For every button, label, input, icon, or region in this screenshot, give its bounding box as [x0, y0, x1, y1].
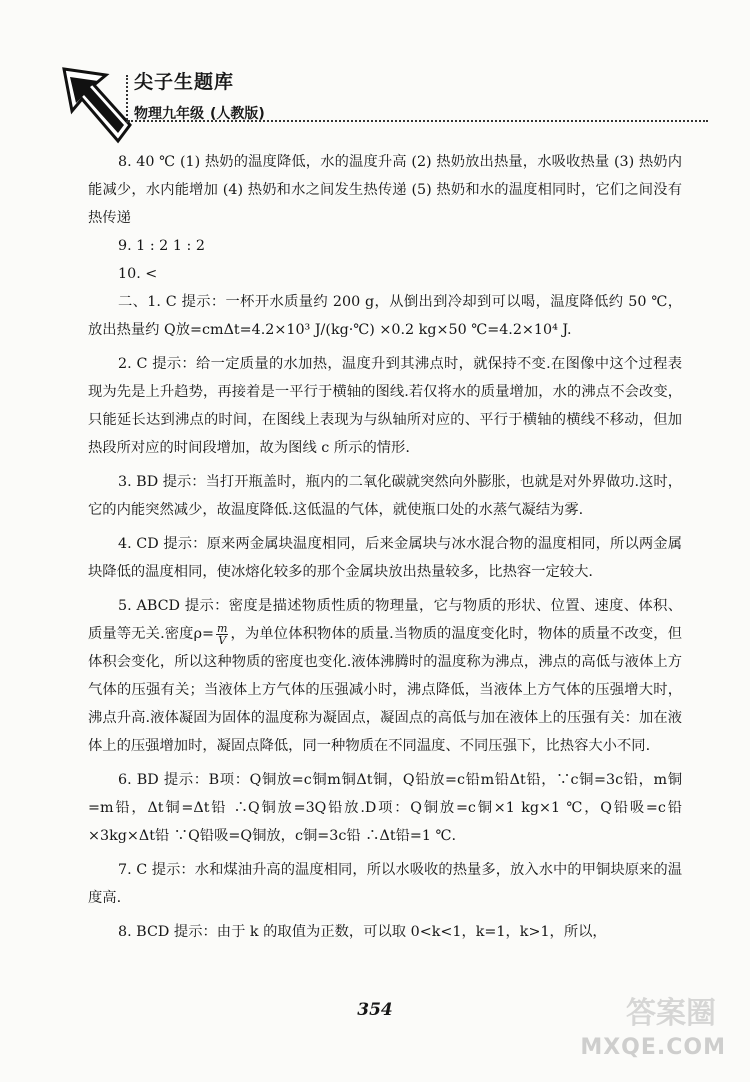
answer-paragraph: 8. 40 ℃ (1) 热奶的温度降低，水的温度升高 (2) 热奶放出热量，水吸收热量 (3) 热奶内能减少，水内能增加 (4) 热奶和水之间发生热传递 (5) 热奶和水的温度相同时，它们之间没有热传递: [88, 154, 682, 226]
answer-paragraph: 二、1. C 提示：一杯开水质量约 200 g，从倒出到冷却到可以喝，温度降低约 50 ℃，放出热量约 Q放=cmΔt=4.2×10³ J/(kg·℃) ×0.2 kg×50 ℃=4.2×10⁴ J.: [88, 294, 682, 338]
answer-paragraph: 6. BD 提示：B项：Q铜放=c铜m铜Δt铜，Q铅放=c铅m铅Δt铅，∵c铜=3c铅，m铜=m铅，Δt铜=Δt铅 ∴Q铜放=3Q铅放.D项：Q铜放=c铜×1 kg×1 ℃，Q铅吸=c铅×3kg×Δt铅 ∵Q铅吸=Q铜放，c铜=3c铅 ∴Δt铅=1 ℃.: [88, 772, 682, 844]
answer-paragraph: 3. BD 提示：当打开瓶盖时，瓶内的二氧化碳就突然向外膨胀，也就是对外界做功.这时，它的内能突然减少，故温度降低.这低温的气体，就使瓶口处的水蒸气凝结为雾.: [88, 474, 682, 518]
fraction-numerator: m: [216, 621, 228, 635]
answer-content: [88, 148, 682, 946]
page-header: [60, 55, 700, 145]
header-divider: [128, 120, 708, 122]
subtitle-grade: 物理九年级: [134, 106, 204, 122]
answer-paragraph: 10. <: [118, 266, 158, 282]
fraction-denominator: V: [218, 633, 227, 647]
header-divider-vertical: [126, 75, 128, 123]
answer-paragraph: 7. C 提示：水和煤油升高的温度相同，所以水吸收的热量多，放入水中的甲铜块原来的温度高.: [88, 862, 682, 906]
watermark-logo: 答案圈: [626, 996, 716, 1031]
watermark: [580, 996, 736, 1072]
answer-paragraph: 8. BCD 提示：由于 k 的取值为正数，可以取 0<k<1，k=1，k>1，所以，: [118, 924, 607, 940]
arrow-logo-icon: [60, 65, 134, 149]
answer-paragraph: 2. C 提示：给一定质量的水加热，温度升到其沸点时，就保持不变.在图像中这个过程表现为先是上升趋势，再接着是一平行于横轴的图线.若仅将水的质量增加，水的沸点不会改变，只能延长达到沸点的时间，在图线上表现为与纵轴所对应的、平行于横轴的横线不移动，但加热段所对应的时间段增加，故为图线 c 所示的情形.: [88, 356, 682, 456]
watermark-url: MXQE.COM: [580, 1035, 726, 1060]
answer-paragraph: 9. 1 : 2 1 : 2: [118, 238, 205, 254]
answer-paragraph-density: [88, 592, 682, 760]
page-number: 354: [357, 1000, 393, 1020]
density-text-before: 5. ABCD 提示：密度是描述物质性质的物理量，它与物质的形状、位置、速度、体积、质量等无关.密度ρ=: [88, 598, 682, 642]
series-title: 尖子生题库: [134, 71, 235, 93]
density-fraction: [216, 623, 228, 646]
subtitle-edition: (人教版): [210, 106, 265, 122]
answer-paragraph: 4. CD 提示：原来两金属块温度相同，后来金属块与冰水混合物的温度相同，所以两金属块降低的温度相同，使冰熔化较多的那个金属块放出热量较多，比热容一定较大.: [88, 536, 682, 580]
density-text-after: ，为单位体积物体的质量.当物质的温度变化时，物体的质量不改变，但体积会变化，所以这种物质的密度也变化.液体沸腾时的温度称为沸点，沸点的高低与液体上方气体的压强有关；当液体上方气体的压强减小时，沸点降低，当液体上方气体的压强增大时，沸点升高.液体凝固为固体的温度称为凝固点，凝固点的高低与加在液体上的压强有关：加在液体上的压强增加时，凝固点降低，同一种物质在不同温度、不同压强下，比热容大小不同.: [88, 626, 682, 754]
